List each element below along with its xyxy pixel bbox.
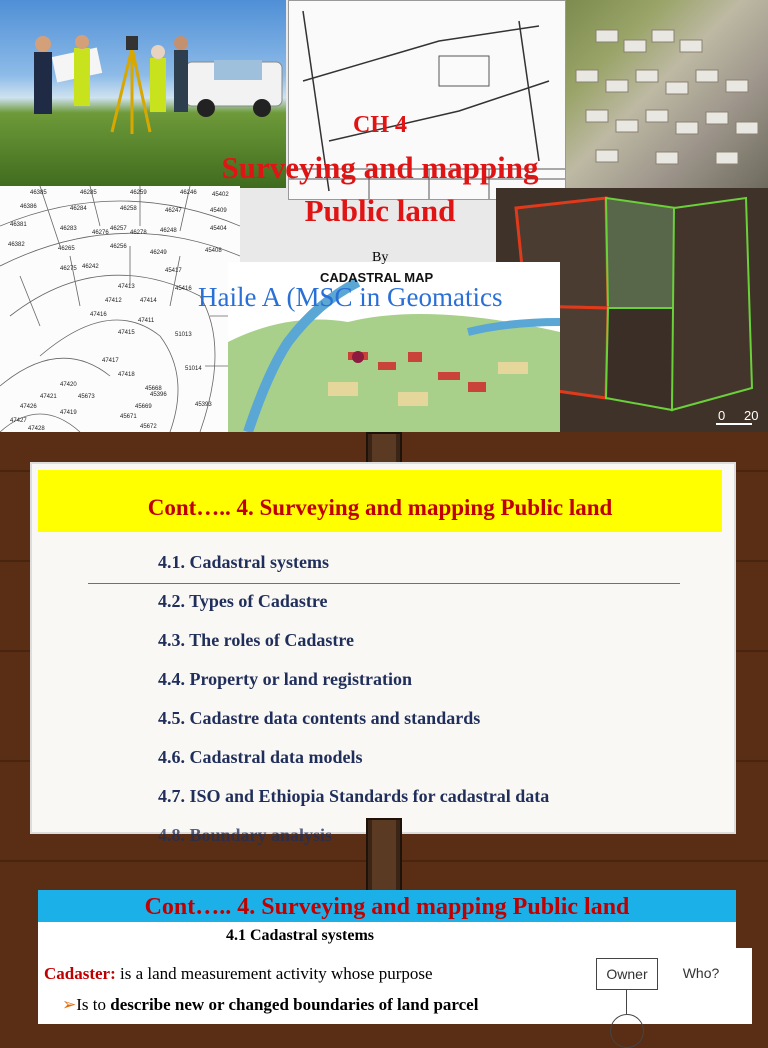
who-label: Who?: [682, 965, 720, 981]
svg-text:47417: 47417: [102, 358, 119, 364]
svg-text:45409: 45409: [210, 208, 227, 214]
svg-text:45673: 45673: [78, 394, 95, 400]
svg-text:46381: 46381: [10, 222, 27, 228]
svg-text:46284: 46284: [70, 206, 87, 212]
definition-term: Cadaster:: [44, 964, 116, 983]
by-label: By: [372, 250, 389, 265]
person-circle-icon: [610, 1014, 644, 1048]
svg-text:46265: 46265: [58, 246, 75, 252]
contents-title: Cont….. 4. Surveying and mapping Public land: [147, 495, 613, 520]
svg-text:46257: 46257: [110, 226, 127, 232]
svg-text:45668: 45668: [145, 386, 162, 392]
svg-text:46285: 46285: [80, 190, 97, 196]
bullet-point: [62, 995, 478, 1015]
binder-clip-middle: [366, 818, 402, 894]
svg-text:46275: 46275: [60, 266, 77, 272]
aerial-housing-photo: [566, 0, 768, 190]
aerial-houses: [566, 0, 768, 190]
svg-text:45669: 45669: [135, 404, 152, 410]
owner-box: Owner: [596, 958, 658, 990]
connector-line: [626, 990, 627, 1014]
svg-text:46248: 46248: [160, 228, 177, 234]
author-name: Haile A (MSC in Geomatics: [198, 282, 503, 312]
owner-diagram: [590, 948, 752, 1024]
svg-text:51014: 51014: [185, 366, 202, 372]
toc-item: 4.2. Types of Cadastre: [158, 591, 328, 611]
parcel-id-labels: [8, 190, 229, 432]
svg-text:45393: 45393: [195, 402, 212, 408]
section-subtitle: 4.1 Cadastral systems: [226, 927, 374, 944]
svg-text:47426: 47426: [20, 404, 37, 410]
toc-item: 4.5. Cadastre data contents and standards: [158, 708, 481, 728]
svg-text:47416: 47416: [90, 312, 107, 318]
svg-text:47412: 47412: [105, 298, 122, 304]
definition-text: is a land measurement activity whose purpose: [115, 964, 433, 983]
svg-text:47421: 47421: [40, 394, 57, 400]
svg-text:45671: 45671: [120, 414, 137, 420]
toc-item: 4.3. The roles of Cadastre: [158, 630, 354, 650]
svg-text:46258: 46258: [120, 206, 137, 212]
contents-slide: [30, 462, 736, 845]
svg-text:47411: 47411: [138, 318, 155, 324]
svg-text:47415: 47415: [118, 330, 135, 336]
svg-text:45396: 45396: [150, 392, 167, 398]
svg-text:47418: 47418: [118, 372, 135, 378]
svg-text:51013: 51013: [175, 332, 192, 338]
svg-text:46386: 46386: [20, 204, 37, 210]
slide-title: Cont….. 4. Surveying and mapping Public land: [144, 894, 630, 920]
svg-text:45404: 45404: [210, 226, 227, 232]
svg-text:46249: 46249: [150, 250, 167, 256]
toc-item: 4.6. Cadastral data models: [158, 747, 363, 767]
title-line-2: Public land: [304, 193, 456, 228]
svg-text:47419: 47419: [60, 410, 77, 416]
svg-text:47428: 47428: [28, 426, 45, 432]
title-slide: [0, 0, 768, 432]
svg-text:45402: 45402: [212, 192, 229, 198]
svg-text:47414: 47414: [140, 298, 157, 304]
chapter-label: CH 4: [353, 112, 407, 138]
svg-text:45408: 45408: [205, 248, 222, 254]
toc-item: 4.4. Property or land registration: [158, 669, 412, 689]
bullet-prefix: Is to: [76, 995, 111, 1014]
svg-text:46276: 46276: [92, 230, 109, 236]
toc-item: 4.8. Boundary analysis: [158, 825, 333, 845]
title-line-1: Surveying and mapping: [221, 150, 539, 185]
slide-header-band: [38, 890, 736, 922]
divider-line: [88, 583, 680, 584]
cadaster-definition: [44, 964, 433, 984]
cadastral-map-title: CADASTRAL MAP: [320, 270, 434, 285]
svg-text:46242: 46242: [82, 264, 99, 270]
toc-item: 4.1. Cadastral systems: [158, 552, 329, 572]
svg-text:47427: 47427: [10, 418, 27, 424]
svg-text:46259: 46259: [130, 190, 147, 196]
toc-item: 4.7. ISO and Ethiopia Standards for cadastral data: [158, 786, 550, 806]
svg-text:45416: 45416: [175, 286, 192, 292]
svg-text:46278: 46278: [130, 230, 147, 236]
bullet-bold-text: describe new or changed boundaries of land parcel: [110, 995, 479, 1014]
svg-text:47413: 47413: [118, 284, 135, 290]
svg-text:45417: 45417: [165, 268, 182, 274]
svg-text:45672: 45672: [140, 424, 157, 430]
svg-text:46385: 46385: [30, 190, 47, 196]
svg-text:46247: 46247: [165, 208, 182, 214]
svg-text:46283: 46283: [60, 226, 77, 232]
svg-text:46382: 46382: [8, 242, 25, 248]
arrow-bullet-icon: ➢: [62, 995, 77, 1014]
svg-text:47420: 47420: [60, 382, 77, 388]
scale-zero: 0: [718, 408, 726, 423]
svg-text:46256: 46256: [110, 244, 127, 250]
contents-header: [38, 470, 722, 532]
scale-twenty: 20: [744, 408, 759, 423]
svg-text:46246: 46246: [180, 190, 197, 196]
